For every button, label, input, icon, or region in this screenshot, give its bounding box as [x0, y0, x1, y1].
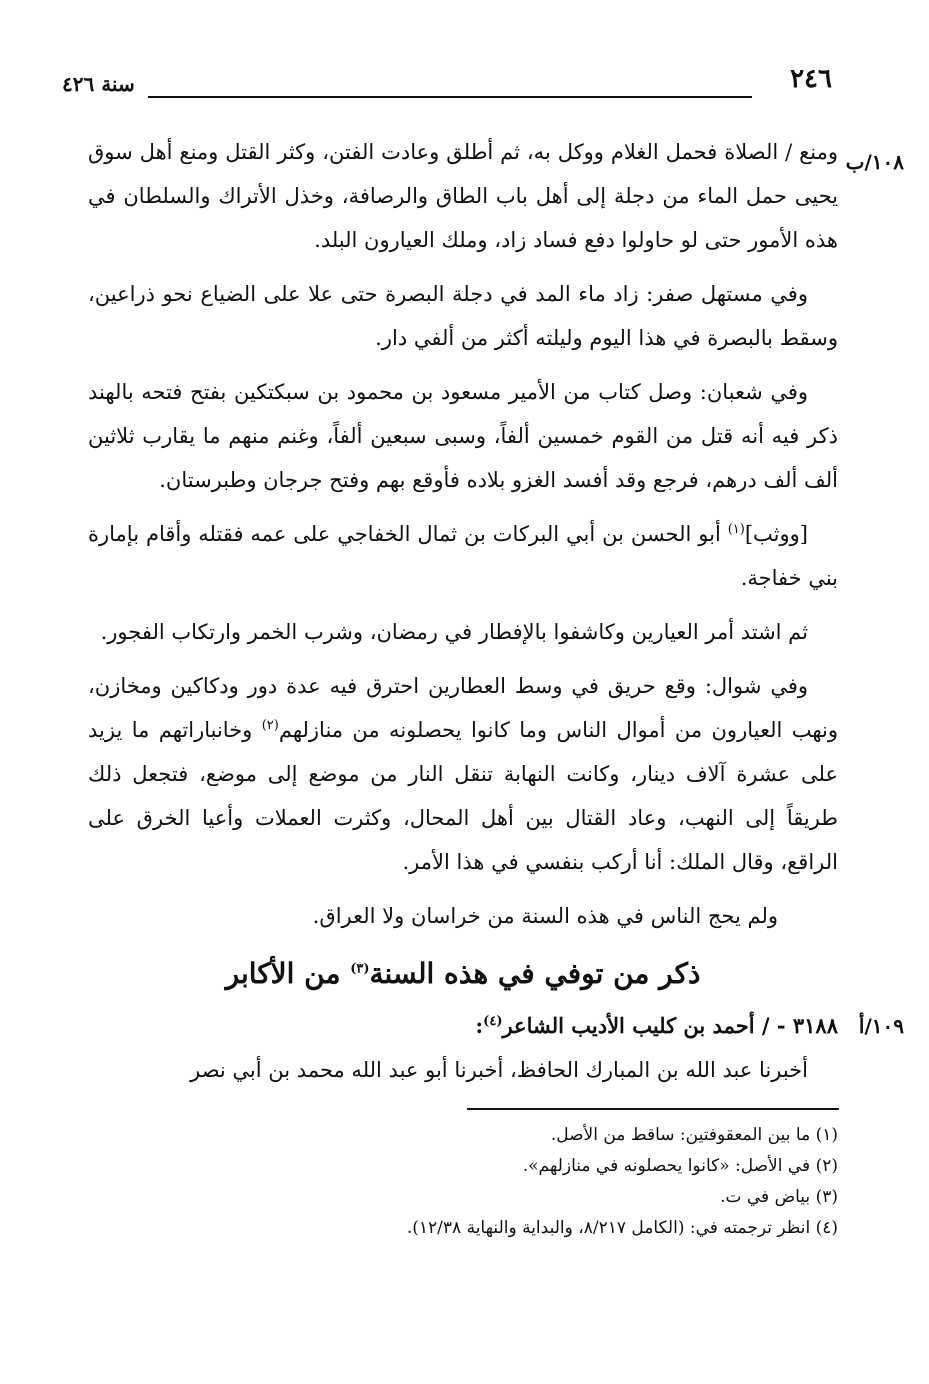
paragraph-wathab: [88, 512, 838, 600]
wathab-lead: [ووثب]: [744, 522, 808, 546]
section-title-text-2: من الأكابر: [225, 957, 351, 990]
page-header: [62, 62, 832, 102]
section-title-text-1: ذكر من توفي في هذه السنة: [369, 957, 701, 990]
paragraph-isnad: أخبرنا عبد الله بن المبارك الحافظ، أخبرنا أبو عبد الله محمد بن أبي نصر: [190, 1058, 808, 1082]
paragraph-hajj: ولم يحج الناس في هذه السنة من خراسان ولا العراق.: [312, 904, 778, 928]
footnote-1: (١) ما بين المعقوفتين: ساقط من الأصل.: [550, 1125, 838, 1145]
paragraph-shawwal: [88, 664, 838, 884]
paragraph-1: [88, 130, 904, 262]
footnote-4: (٤) انظر ترجمته في: (الكامل ٨/٢١٧، والبداية والنهاية ١٢/٣٨).: [406, 1218, 838, 1238]
section-title: [88, 948, 838, 1000]
footnote-ref-2: (٢): [261, 718, 279, 733]
shawwal-text-1: وفي شوال: وقع حريق في وسط العطارين احترق فيه عدة دور ودكاكين ومخازن، ونهب العيارون من أموال الناس وما كانوا يحصلونه من منازلهم: [88, 674, 838, 742]
folio-note-108b: ١٠٨/ب: [845, 150, 904, 174]
footnote-ref-1: (١): [727, 522, 745, 537]
footnotes: [88, 1120, 838, 1244]
shawwal-text-2: وخانباراتهم ما يزيد على عشرة آلاف دينار، وكانت النهابة تنقل النار من موضع إلى موضع، فتجعل ذلك طريقاً إلى النهب، وعاد القتال بين أهل المحال، وكثرت العملات وأعيا الخرق على الراقع، وقال الملك: أنا أركب بنفسي في هذا الأمر.: [88, 718, 838, 874]
footnote-2: (٢) في الأصل: «كانوا يحصلونه في منازلهم».: [522, 1156, 838, 1176]
biography-entry-heading: [88, 1004, 904, 1048]
entry-number: ٣١٨٨: [792, 1013, 838, 1038]
page-number: ٢٤٦: [790, 64, 832, 94]
paragraph-1-text: ومنع / الصلاة فحمل الغلام ووكل به، ثم أطلق وعادت الفتن، وكثر القتل ومنع أهل سوق يحيى حمل الماء من دجلة إلى أهل باب الطاق والرصافة، وخذل الأتراك والسلطان في هذه الأمور حتى لو حاولوا دفع فساد زاد، وملك العيارون البلد.: [88, 140, 838, 252]
running-title: سنة ٤٢٦: [62, 72, 135, 96]
footnote-ref-4: (٤): [483, 1014, 503, 1029]
folio-note-109a: ١٠٩/أ: [858, 1014, 904, 1038]
main-text: [88, 130, 904, 1102]
paragraph-2: وفي مستهل صفر: زاد ماء المد في دجلة البصرة حتى علا على الضياع نحو ذراعين، وسقط بالبصرة في هذا اليوم وليلته أكثر من ألفي دار.: [88, 282, 838, 350]
footnote-ref-3: (٣): [350, 961, 370, 977]
entry-colon: :: [475, 1013, 484, 1038]
wathab-text: أبو الحسن بن أبي البركات بن ثمال الخفاجي على عمه فقتله وأقام بإمارة بني خفاجة.: [88, 522, 838, 590]
paragraph-3: وفي شعبان: وصل كتاب من الأمير مسعود بن محمود بن سبكتكين بفتح فتحه بالهند ذكر فيه أنه قتل من القوم خمسين ألفاً، وسبى سبعين ألفاً، وغنم منهم ما يقارب ثلاثين ألف ألف درهم، فرجع وقد أفسد الغزو بلاده فأوقع بهم وفتح جرجان وطبرستان.: [88, 380, 838, 492]
footnote-3: (٣) بياض في ت.: [720, 1187, 838, 1207]
entry-dash: - /: [754, 1013, 793, 1038]
entry-name: أحمد بن كليب الأديب الشاعر: [502, 1013, 755, 1038]
footnote-rule: [467, 1108, 839, 1110]
paragraph-ayyarin: ثم اشتد أمر العيارين وكاشفوا بالإفطار في رمضان، وشرب الخمر وارتكاب الفجور.: [100, 620, 808, 644]
header-rule: [148, 96, 752, 98]
